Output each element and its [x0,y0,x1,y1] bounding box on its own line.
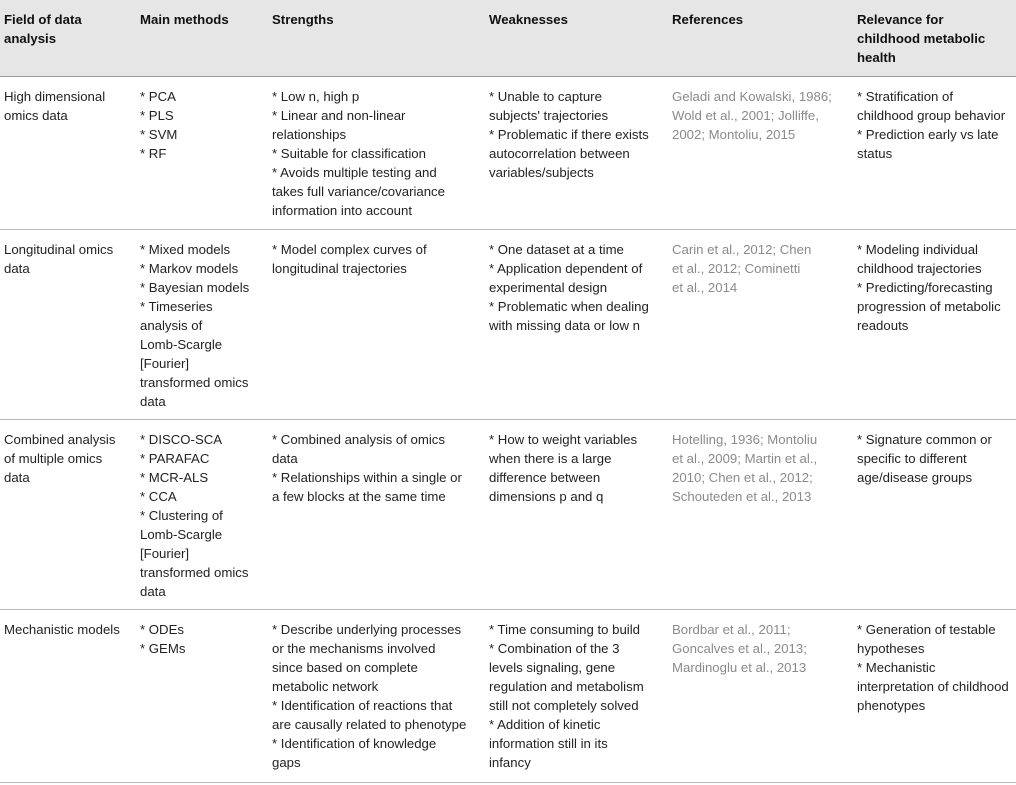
cell-line: Schouteden et al., 2013 [672,489,812,504]
row-divider [0,609,1016,610]
cell-line: * Suitable for classification [272,146,426,161]
cell-line: Wold et al., 2001; Jolliffe, [672,108,819,123]
cell-line: data [140,394,166,409]
header-text: Field of data [4,12,82,27]
cell-line: Lomb-Scargle [140,527,223,542]
header-text: health [857,50,896,65]
cell-weaknesses [489,240,649,335]
cell-line: * One dataset at a time [489,242,624,257]
cell-references [672,87,832,144]
cell-weaknesses [489,87,649,182]
cell-line: * Describe underlying processes [272,622,462,637]
cell-line: still not completely solved [489,698,639,713]
cell-line: * Mixed models [140,242,231,257]
cell-methods [140,87,177,163]
cell-line: High dimensional [4,89,106,104]
cell-line: * Addition of kinetic [489,717,601,732]
cell-line: levels signaling, gene [489,660,616,675]
cell-line: dimensions p and q [489,489,604,504]
cell-line: * Unable to capture [489,89,602,104]
cell-references [672,240,811,297]
cell-strengths [272,240,427,278]
cell-relevance [857,430,992,487]
cell-line: a few blocks at the same time [272,489,446,504]
cell-line: * How to weight variables [489,432,638,447]
cell-strengths [272,87,445,220]
header-references [672,10,743,29]
cell-line: Hotelling, 1936; Montoliu [672,432,818,447]
cell-line: with missing data or low n [489,318,640,333]
header-weaknesses [489,10,568,29]
cell-references [672,620,807,677]
cell-line: Lomb-Scargle [140,337,223,352]
header-text: analysis [4,31,57,46]
cell-line: 2010; Chen et al., 2012; [672,470,813,485]
header-methods [140,10,229,29]
cell-line: specific to different [857,451,967,466]
cell-line: Carin et al., 2012; Chen [672,242,812,257]
cell-line: * PCA [140,89,176,104]
cell-line: Bordbar et al., 2011; [672,622,791,637]
cell-field [4,430,115,487]
cell-line: * Markov models [140,261,239,276]
cell-line: et al., 2014 [672,280,738,295]
cell-line: phenotypes [857,698,926,713]
cell-line: * RF [140,146,167,161]
cell-line: Combined analysis [4,432,116,447]
cell-line: * Time consuming to build [489,622,640,637]
cell-strengths [272,430,462,506]
cell-line: childhood group behavior [857,108,1006,123]
cell-line: Mardinoglu et al., 2013 [672,660,807,675]
cell-line: variables/subjects [489,165,594,180]
cell-weaknesses [489,430,637,506]
row-divider [0,229,1016,230]
cell-line: data [272,451,298,466]
cell-line: * Identification of knowledge [272,736,437,751]
cell-line: * ODEs [140,622,184,637]
header-strengths [272,10,334,29]
cell-line: * GEMs [140,641,186,656]
cell-line: subjects' trajectories [489,108,609,123]
cell-methods [140,240,249,411]
cell-line: * Timeseries [140,299,213,314]
cell-line: * Clustering of [140,508,223,523]
cell-line: * Model complex curves of [272,242,427,257]
cell-relevance [857,240,1001,335]
cell-line: * Problematic when dealing [489,299,649,314]
cell-line: * Linear and non-linear [272,108,406,123]
cell-line: gaps [272,755,301,770]
cell-line: when there is a large [489,451,612,466]
cell-line: * Modeling individual [857,242,978,257]
cell-line: data [140,584,166,599]
header-divider [0,76,1016,77]
cell-line: transformed omics [140,375,249,390]
cell-line: Longitudinal omics [4,242,114,257]
cell-line: [Fourier] [140,356,190,371]
cell-line: omics data [4,108,68,123]
cell-line: information still in its [489,736,608,751]
cell-field [4,240,113,278]
cell-line: or the mechanisms involved [272,641,436,656]
cell-line: * Bayesian models [140,280,250,295]
header-text: Main methods [140,12,229,27]
cell-line: et al., 2012; Cominetti [672,261,801,276]
cell-line: * Problematic if there exists [489,127,649,142]
cell-field [4,620,120,639]
cell-line: longitudinal trajectories [272,261,407,276]
cell-line: et al., 2009; Martin et al., [672,451,818,466]
cell-line: regulation and metabolism [489,679,644,694]
cell-methods [140,430,248,601]
header-text: Relevance for [857,12,944,27]
cell-line: * MCR-ALS [140,470,209,485]
cell-line: data [4,470,30,485]
cell-line: * Avoids multiple testing and [272,165,437,180]
cell-line: childhood trajectories [857,261,982,276]
cell-line: of multiple omics [4,451,103,466]
cell-weaknesses [489,620,644,772]
cell-relevance [857,620,1009,715]
cell-relevance [857,87,1005,163]
cell-line: * Low n, high p [272,89,360,104]
cell-line: * Relationships within a single or [272,470,462,485]
cell-line: 2002; Montoliu, 2015 [672,127,796,142]
table-header [0,0,1016,76]
cell-line: since based on complete [272,660,418,675]
cell-line: * SVM [140,127,178,142]
cell-strengths [272,620,466,772]
row-divider [0,419,1016,420]
cell-line: * CCA [140,489,177,504]
cell-line: * Signature common or [857,432,992,447]
cell-references [672,430,817,506]
header-relevance [857,10,985,67]
cell-line: readouts [857,318,909,333]
cell-line: * Application dependent of [489,261,643,276]
cell-line: relationships [272,127,347,142]
cell-line: information into account [272,203,413,218]
header-text: Strengths [272,12,334,27]
cell-line: interpretation of childhood [857,679,1009,694]
cell-line: takes full variance/covariance [272,184,445,199]
cell-line: * PARAFAC [140,451,210,466]
cell-line: * Identification of reactions that [272,698,453,713]
cell-line: age/disease groups [857,470,973,485]
cell-line: * Mechanistic [857,660,936,675]
header-field [4,10,82,48]
cell-line: progression of metabolic [857,299,1001,314]
cell-line: * Prediction early vs late [857,127,999,142]
cell-line: status [857,146,893,161]
header-text: Weaknesses [489,12,568,27]
cell-line: transformed omics [140,565,249,580]
header-text: References [672,12,744,27]
cell-line: * Combination of the 3 [489,641,620,656]
cell-line: * PLS [140,108,174,123]
header-text: childhood metabolic [857,31,986,46]
cell-line: [Fourier] [140,546,190,561]
cell-line: Mechanistic models [4,622,120,637]
cell-line: * Generation of testable [857,622,996,637]
cell-line: metabolic network [272,679,379,694]
cell-line: autocorrelation between [489,146,630,161]
cell-line: analysis of [140,318,203,333]
cell-methods [140,620,185,658]
cell-line: * Predicting/forecasting [857,280,993,295]
cell-line: data [4,261,30,276]
cell-line: * Combined analysis of omics [272,432,445,447]
cell-field [4,87,105,125]
cell-line: Geladi and Kowalski, 1986; [672,89,832,104]
cell-line: hypotheses [857,641,925,656]
cell-line: * Stratification of [857,89,954,104]
cell-line: * DISCO-SCA [140,432,223,447]
cell-line: Goncalves et al., 2013; [672,641,807,656]
cell-line: infancy [489,755,531,770]
cell-line: are causally related to phenotype [272,717,467,732]
cell-line: difference between [489,470,601,485]
cell-line: experimental design [489,280,608,295]
row-divider [0,782,1016,783]
